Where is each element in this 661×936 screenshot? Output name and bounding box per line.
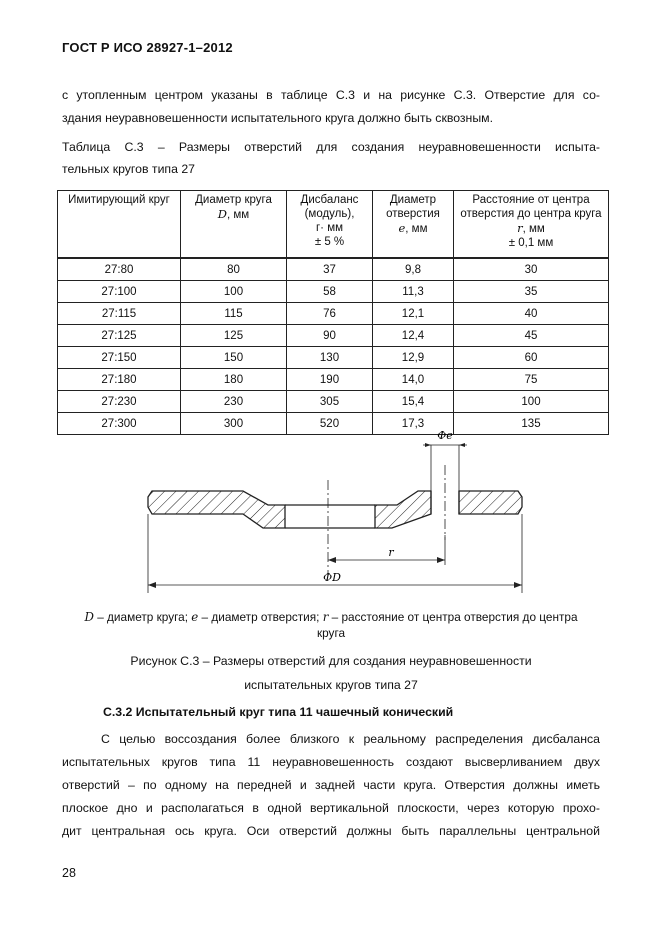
wheel-cross-section-drawing — [140, 425, 530, 600]
figure-caption-line-1: Рисунок С.3 – Размеры отверстий для создания неуравновешенности — [130, 654, 532, 668]
table-title-line-1: Таблица С.3 – Размеры отверстий для создания неуравновешенности испыта- — [62, 140, 600, 154]
figure-legend — [62, 609, 600, 641]
label-distance-r: r — [388, 546, 394, 559]
table-row: 27:80 80 37 9,8 30 — [58, 258, 609, 281]
table-row: 27:180 180 190 14,0 75 — [58, 369, 609, 391]
header-unbalance: Дисбаланс (модуль), г· мм ± 5 % — [287, 191, 373, 259]
document-header: ГОСТ Р ИСО 28927-1–2012 — [62, 40, 233, 55]
legend-D-symbol: D — [84, 610, 94, 624]
table-title-line-2: тельных кругов типа 27 — [62, 162, 196, 176]
label-wheel-diameter: ΦD — [323, 571, 341, 584]
dimension-r — [328, 535, 445, 565]
table-row: 27:125 125 90 12,4 45 — [58, 325, 609, 347]
section-heading: С.3.2 Испытательный круг типа 11 чашечный конический — [103, 705, 454, 719]
table-row: 27:230 230 305 15,4 100 — [58, 391, 609, 413]
intro-line-1: с утопленным центром указаны в таблице С.3 и на рисунке С.3. Отверстие для со- — [62, 88, 600, 102]
page-number: 28 — [62, 866, 76, 880]
legend-r-symbol: r — [322, 610, 329, 624]
header-wheel-diameter: Диаметр круга D, мм — [181, 191, 287, 259]
header-distance: Расстояние от центра отверстия до центра круга r, мм ± 0,1 мм — [454, 191, 609, 259]
wheel-section-left — [148, 491, 285, 528]
header-hole-diameter: Диаметр отверстия e, мм — [373, 191, 454, 259]
header-simulating-wheel: Имитирующий круг — [58, 191, 181, 259]
table-row: 27:115 115 76 12,1 40 — [58, 303, 609, 325]
label-hole-diameter: Φe — [437, 429, 453, 442]
figure-caption-line-2: испытательных кругов типа 27 — [244, 678, 418, 692]
legend-e-symbol: e — [191, 610, 199, 624]
dimensions-table — [57, 190, 609, 435]
table-header-row — [58, 191, 609, 259]
body-line-3: отверстий – по одному на передней и задней части круга. Отверстия должны иметь — [62, 778, 600, 792]
intro-line-2: здания неуравновешенности испытательного круга должно быть сквозным. — [62, 111, 494, 125]
body-line-2: испытательных кругов типа 11 неуравновешенность создают высверливанием двух — [62, 755, 600, 769]
legend-D-text: – диаметр круга; — [93, 610, 192, 624]
body-line-4: плоское дно и располагаться в одной вертикальной плоскости, через которую прохо- — [62, 801, 600, 815]
table-row: 27:300 300 520 17,3 135 — [58, 413, 609, 435]
wheel-section-right — [375, 491, 522, 528]
table-row: 27:100 100 58 11,3 35 — [58, 281, 609, 303]
legend-r-text: – расстояние от центра отверстия до центра — [328, 610, 578, 624]
legend-line-2: круга — [316, 626, 346, 640]
body-line-5: дит центральная ось круга. Оси отверстий должны быть параллельны центральной — [62, 824, 600, 838]
table-row: 27:150 150 130 12,9 60 — [58, 347, 609, 369]
body-line-1: С целью воссоздания более близкого к реальному распределения дисбаланса — [101, 732, 600, 746]
legend-e-text: – диаметр отверстия; — [198, 610, 323, 624]
